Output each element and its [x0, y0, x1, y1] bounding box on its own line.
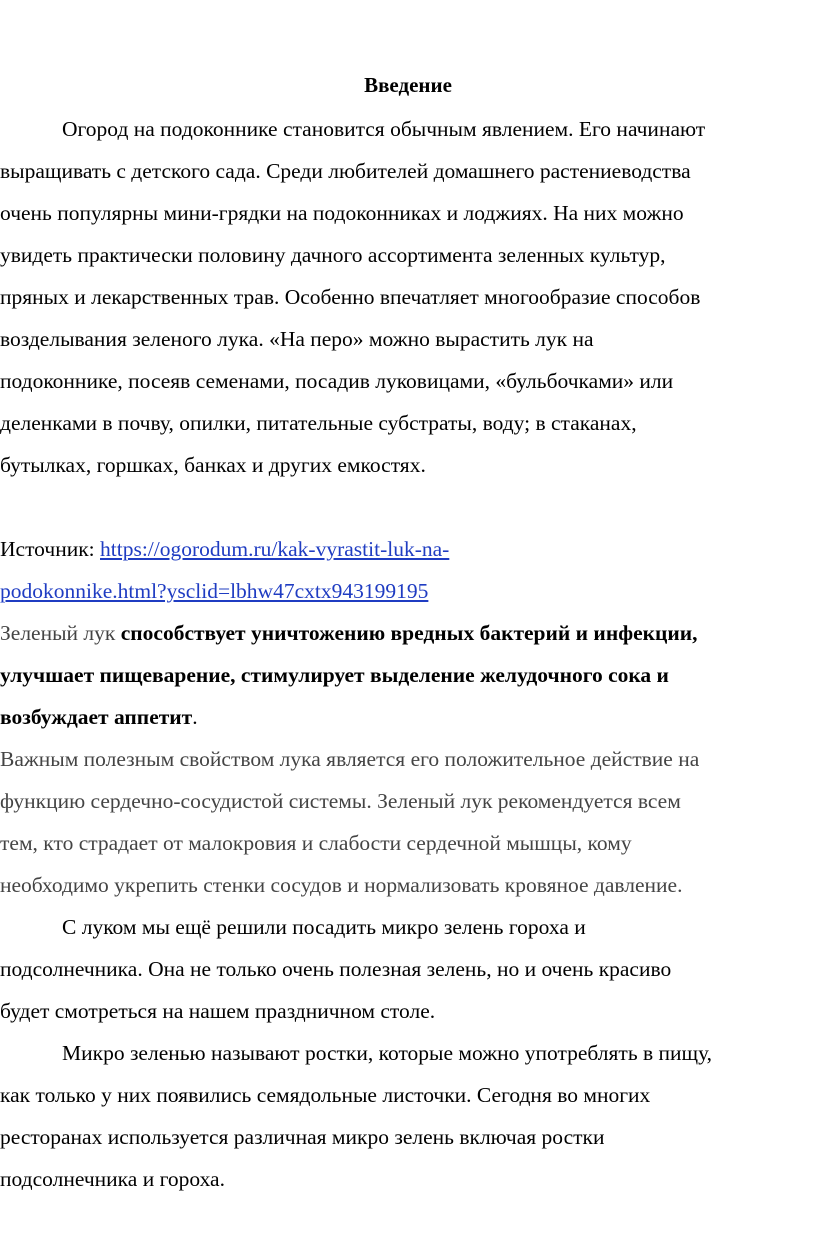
text-line: необходимо укрепить стенки сосудов и нормализовать кровяное давление. [0, 873, 683, 897]
text-line [0, 696, 812, 738]
text-line: возделывания зеленого лука. «На перо» можно вырастить лук на [0, 327, 594, 351]
text-line: пряных и лекарственных трав. Особенно впечатляет многообразие способов [0, 285, 701, 309]
text-line: функцию сердечно-сосудистой системы. Зеленый лук рекомендуется всем [0, 789, 681, 813]
text-line [0, 612, 812, 654]
text-line: подоконнике, посеяв семенами, посадив луковицами, «бульбочками» или [0, 369, 674, 393]
text-line: деленками в почву, опилки, питательные субстраты, воду; в стаканах, [0, 411, 637, 435]
source-link-part2[interactable]: podokonnike.html?ysclid=lbhw47cxtx943199195 [0, 579, 429, 603]
text-line: подсолнечника. Она не только очень полезная зелень, но и очень красиво [0, 957, 672, 981]
text-line: подсолнечника и гороха. [0, 1167, 225, 1191]
text-line: увидеть практически половину дачного ассортимента зеленных культур, [0, 243, 666, 267]
intro-paragraph [0, 108, 812, 486]
text-line: Микро зеленью называют ростки, которые можно употреблять в пищу, [62, 1041, 713, 1065]
source-label: Источник: [0, 537, 100, 561]
page-title: Введение [364, 73, 452, 97]
benefit-bold-text: улучшает пищеварение, стимулирует выделение желудочного сока и [0, 663, 669, 687]
text-line: как только у них появились семядольные листочки. Сегодня во многих [0, 1083, 651, 1107]
source-block [0, 528, 812, 612]
text-line: Важным полезным свойством лука является его положительное действие на [0, 747, 700, 771]
text-line: Огород на подоконнике становится обычным явлением. Его начинают [62, 117, 706, 141]
definition-paragraph [0, 1032, 812, 1200]
benefit-suffix: . [192, 705, 198, 729]
source-line [0, 528, 812, 570]
benefit-prefix: Зеленый лук [0, 621, 121, 645]
benefit-bold-text: возбуждает аппетит [0, 705, 193, 729]
benefit-paragraph [0, 612, 812, 738]
text-line: ресторанах используется различная микро зелень включая ростки [0, 1125, 605, 1149]
text-line: выращивать с детского сада. Среди любителей домашнего растениеводства [0, 159, 691, 183]
source-link-part1[interactable]: https://ogorodum.ru/kak-vyrastit-luk-na- [100, 537, 450, 561]
text-line: С луком мы ещё решили посадить микро зелень гороха и [62, 915, 586, 939]
benefit-bold-text: способствует уничтожению вредных бактерий и инфекции, [120, 621, 698, 645]
text-line: будет смотреться на нашем праздничном столе. [0, 999, 436, 1023]
text-line: тем, кто страдает от малокровия и слабости сердечной мышцы, кому [0, 831, 632, 855]
text-line [0, 654, 812, 696]
micro-paragraph [0, 906, 812, 1032]
source-line [0, 570, 812, 612]
heart-paragraph [0, 738, 812, 906]
text-line: очень популярны мини-грядки на подоконниках и лоджиях. На них можно [0, 201, 684, 225]
text-line: бутылках, горшках, банках и других емкостях. [0, 453, 426, 477]
